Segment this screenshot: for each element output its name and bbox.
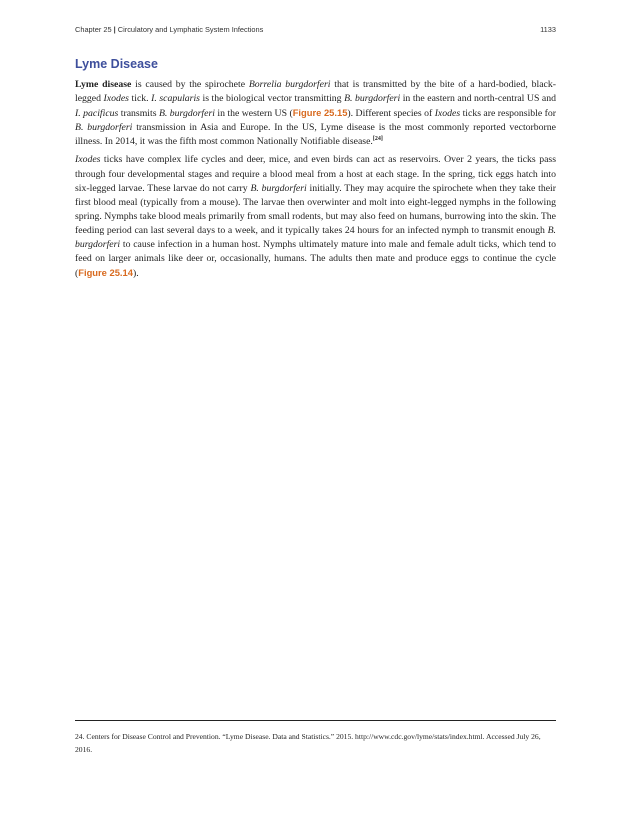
text-run: ticks have complex life cycles and deer, mice, and even birds can act as reservoirs. Over 2 years, the ticks pass through four developmental stages and require a blood meal from a host at each stage. In the spring, tick eggs hatch into six-legged larvae. These larvae do not carry [75, 154, 556, 194]
species-name: B. burgdorferi [75, 224, 556, 251]
text-run: initially. They may acquire the spirochete when they take their first blood meal (typically from a mouse). The larvae then overwinter and molt into eight-legged nymphs in the following spring. Nymphs take blood meals primarily from small rodents, but may also feed on humans, burrowing into the skin. The feeding period can last several days to a week, and it typically takes 24 hours for an infected nymph to transmit enough [75, 182, 556, 236]
figure-link-25-15[interactable]: Figure 25.15 [292, 107, 348, 119]
text-run: that is transmitted by the bite of a hard-bodied, black-legged [75, 79, 556, 105]
header-chapter-title: Circulatory and Lymphatic System Infections [117, 25, 264, 34]
species-name: B. burgdorferi [250, 182, 307, 194]
footnote-reference[interactable]: [24] [372, 136, 383, 143]
paragraph-lyme-disease [75, 78, 556, 149]
header-chapter-number: Chapter 25 [75, 25, 112, 34]
body-text [75, 78, 556, 285]
text-run: ticks are responsible for [460, 108, 556, 120]
page-number: 1133 [540, 25, 556, 34]
figure-link-25-14[interactable]: Figure 25.14 [78, 267, 133, 279]
text-run: in the eastern and north-central US and [400, 93, 556, 105]
paragraph-tick-life-cycle [75, 153, 556, 281]
text-run: transmits [118, 108, 159, 120]
species-name: I. scapularis [151, 93, 200, 105]
text-run: ). [132, 268, 139, 280]
section-title: Lyme Disease [75, 57, 158, 71]
footnote-divider [75, 720, 556, 721]
species-name: B. burgdorferi [75, 122, 133, 134]
key-term: Lyme disease [75, 79, 132, 90]
species-name: Ixodes [434, 108, 461, 120]
text-run: ). Different species of [347, 108, 435, 120]
text-run: transmission in Asia and Europe. In the US, Lyme disease is the most commonly reported vectorborne illness. In 2014, it was the fifth most common Nationally Notifiable disease. [75, 122, 556, 148]
species-name: Ixodes [103, 93, 129, 105]
running-header [75, 25, 556, 37]
header-chapter [75, 25, 263, 34]
text-run: tick. [128, 93, 152, 105]
header-separator: | [113, 25, 116, 34]
text-run: is caused by the spirochete [131, 79, 249, 90]
text-run: to cause infection in a human host. Nymphs ultimately mature into male and female adult ticks, which tend to feed on larger animals like deer or, occasionally, humans. The adults then mate and produce eggs to continue the cycle ( [75, 239, 556, 280]
text-run: is the biological vector transmitting [199, 93, 345, 105]
species-name: B. burgdorferi [344, 93, 401, 105]
text-run: in the western US ( [214, 108, 293, 120]
species-name: Ixodes [75, 154, 101, 166]
footnote: 24. Centers for Disease Control and Prevention. “Lyme Disease. Data and Statistics.” 2015. http://www.cdc.gov/lyme/stats/index.html. Accessed July 26, 2016. [75, 732, 541, 754]
species-name: I. pacificus [75, 108, 119, 120]
species-name: B. burgdorferi [158, 108, 215, 120]
species-name: Borrelia burgdorferi [248, 79, 331, 90]
